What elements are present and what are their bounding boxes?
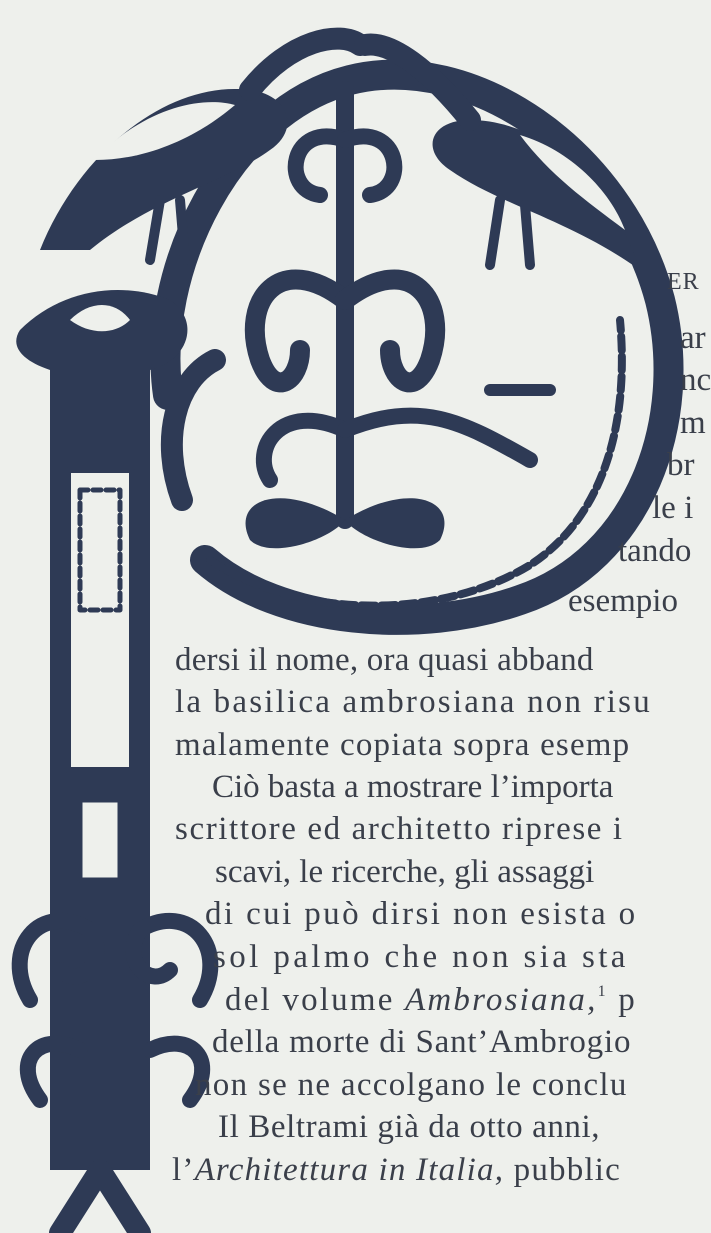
text-line: la basilica ambrosiana non risu [175,684,652,720]
text-run: pubblic [504,1152,622,1188]
text-line: sol palmo che non sia sta [213,939,629,975]
footnote-mark: 1 [597,983,608,1000]
text-line [172,1154,621,1187]
text-line: dersi il nome, ora quasi abband [175,642,594,678]
text-line: ER [667,269,700,295]
text-line: nc [680,362,711,398]
text-line: Ciò basta a mostrare l’importa [212,769,614,805]
text-line [225,984,637,1017]
text-line: ar [680,320,706,356]
text-line: le i [652,490,694,526]
text-line: br [667,447,695,483]
text-run: p [607,982,637,1018]
text-line: tando [618,533,692,569]
text-line: di cui può dirsi non esista o [205,896,638,932]
text-line: scavi, le ricerche, gli assaggi [215,854,595,890]
italic-title: Architettura in Italia, [194,1152,505,1188]
text-line: m [680,405,706,441]
text-line: non se ne accolgano le conclu [195,1067,628,1103]
italic-title: Ambrosiana, [405,982,598,1018]
text-line: scrittore ed architetto riprese i [175,811,624,847]
text-line: della morte di Sant’Ambrogio [212,1024,632,1060]
text-run: del volume [225,982,405,1018]
text-line: malamente copiata sopra esemp [175,727,631,763]
text-line: esempio [568,583,678,619]
text-line: Il Beltrami già da otto anni, [218,1109,601,1145]
text-run: l’ [172,1152,195,1188]
